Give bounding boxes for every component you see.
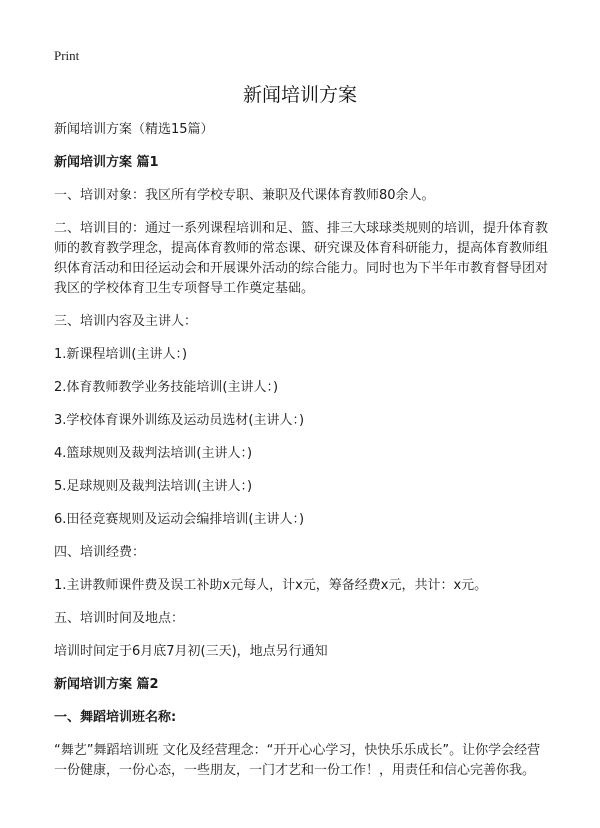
paragraph: 四、培训经费：	[54, 545, 146, 560]
list-item: 3.学校体育课外训练及运动员选材(主讲人：)	[54, 413, 305, 428]
document-subtitle: 新闻培训方案（精选15篇）	[54, 122, 214, 137]
list-item: 6.田径竞赛规则及运动会编排培训(主讲人：)	[54, 512, 305, 527]
list-item: 1.新课程培训(主讲人：)	[54, 347, 188, 362]
section-heading: 新闻培训方案 篇1	[54, 155, 159, 170]
paragraph: 二、培训目的：通过一系列课程培训和足、篮、排三大球球类规则的培训，提升体育教师的教育教学理念，提高体育教师的常态课、研究课及体育科研能力，提高体育教师组织体育活动和田径运动会和开展课外活动的综合能力。同时也为下半年市教育督导团对我区的学校体育卫生专项督导工作奠定基础。	[54, 221, 549, 296]
print-link[interactable]: Print	[54, 48, 80, 63]
paragraph: 五、培训时间及地点：	[54, 611, 185, 626]
document-body	[54, 120, 550, 794]
list-item: 4.篮球规则及裁判法培训(主讲人：)	[54, 446, 253, 461]
paragraph: “舞艺”舞蹈培训班 文化及经营理念：“开开心心学习，快快乐乐成长”。让你学会经营一份健康，一份心态，一些朋友，一门才艺和一份工作！，用责任和信心完善你我。	[54, 743, 541, 778]
document-title: 新闻培训方案	[242, 84, 357, 106]
paragraph: 一、培训对象：我区所有学校专职、兼职及代课体育教师80余人。	[54, 188, 435, 203]
section-heading: 新闻培训方案 篇2	[54, 677, 159, 692]
list-item: 5.足球规则及裁判法培训(主讲人：)	[54, 479, 253, 494]
paragraph: 三、培训内容及主讲人：	[54, 314, 198, 329]
section-subheading: 一、舞蹈培训班名称:	[54, 710, 177, 725]
paragraph: 培训时间定于6月底7月初(三天)，地点另行通知	[54, 644, 328, 659]
list-item: 2.体育教师教学业务技能培训(主讲人：)	[54, 380, 279, 395]
paragraph: 1.主讲教师课件费及误工补助x元每人，计x元，筹备经费x元，共计：x元。	[54, 578, 488, 593]
